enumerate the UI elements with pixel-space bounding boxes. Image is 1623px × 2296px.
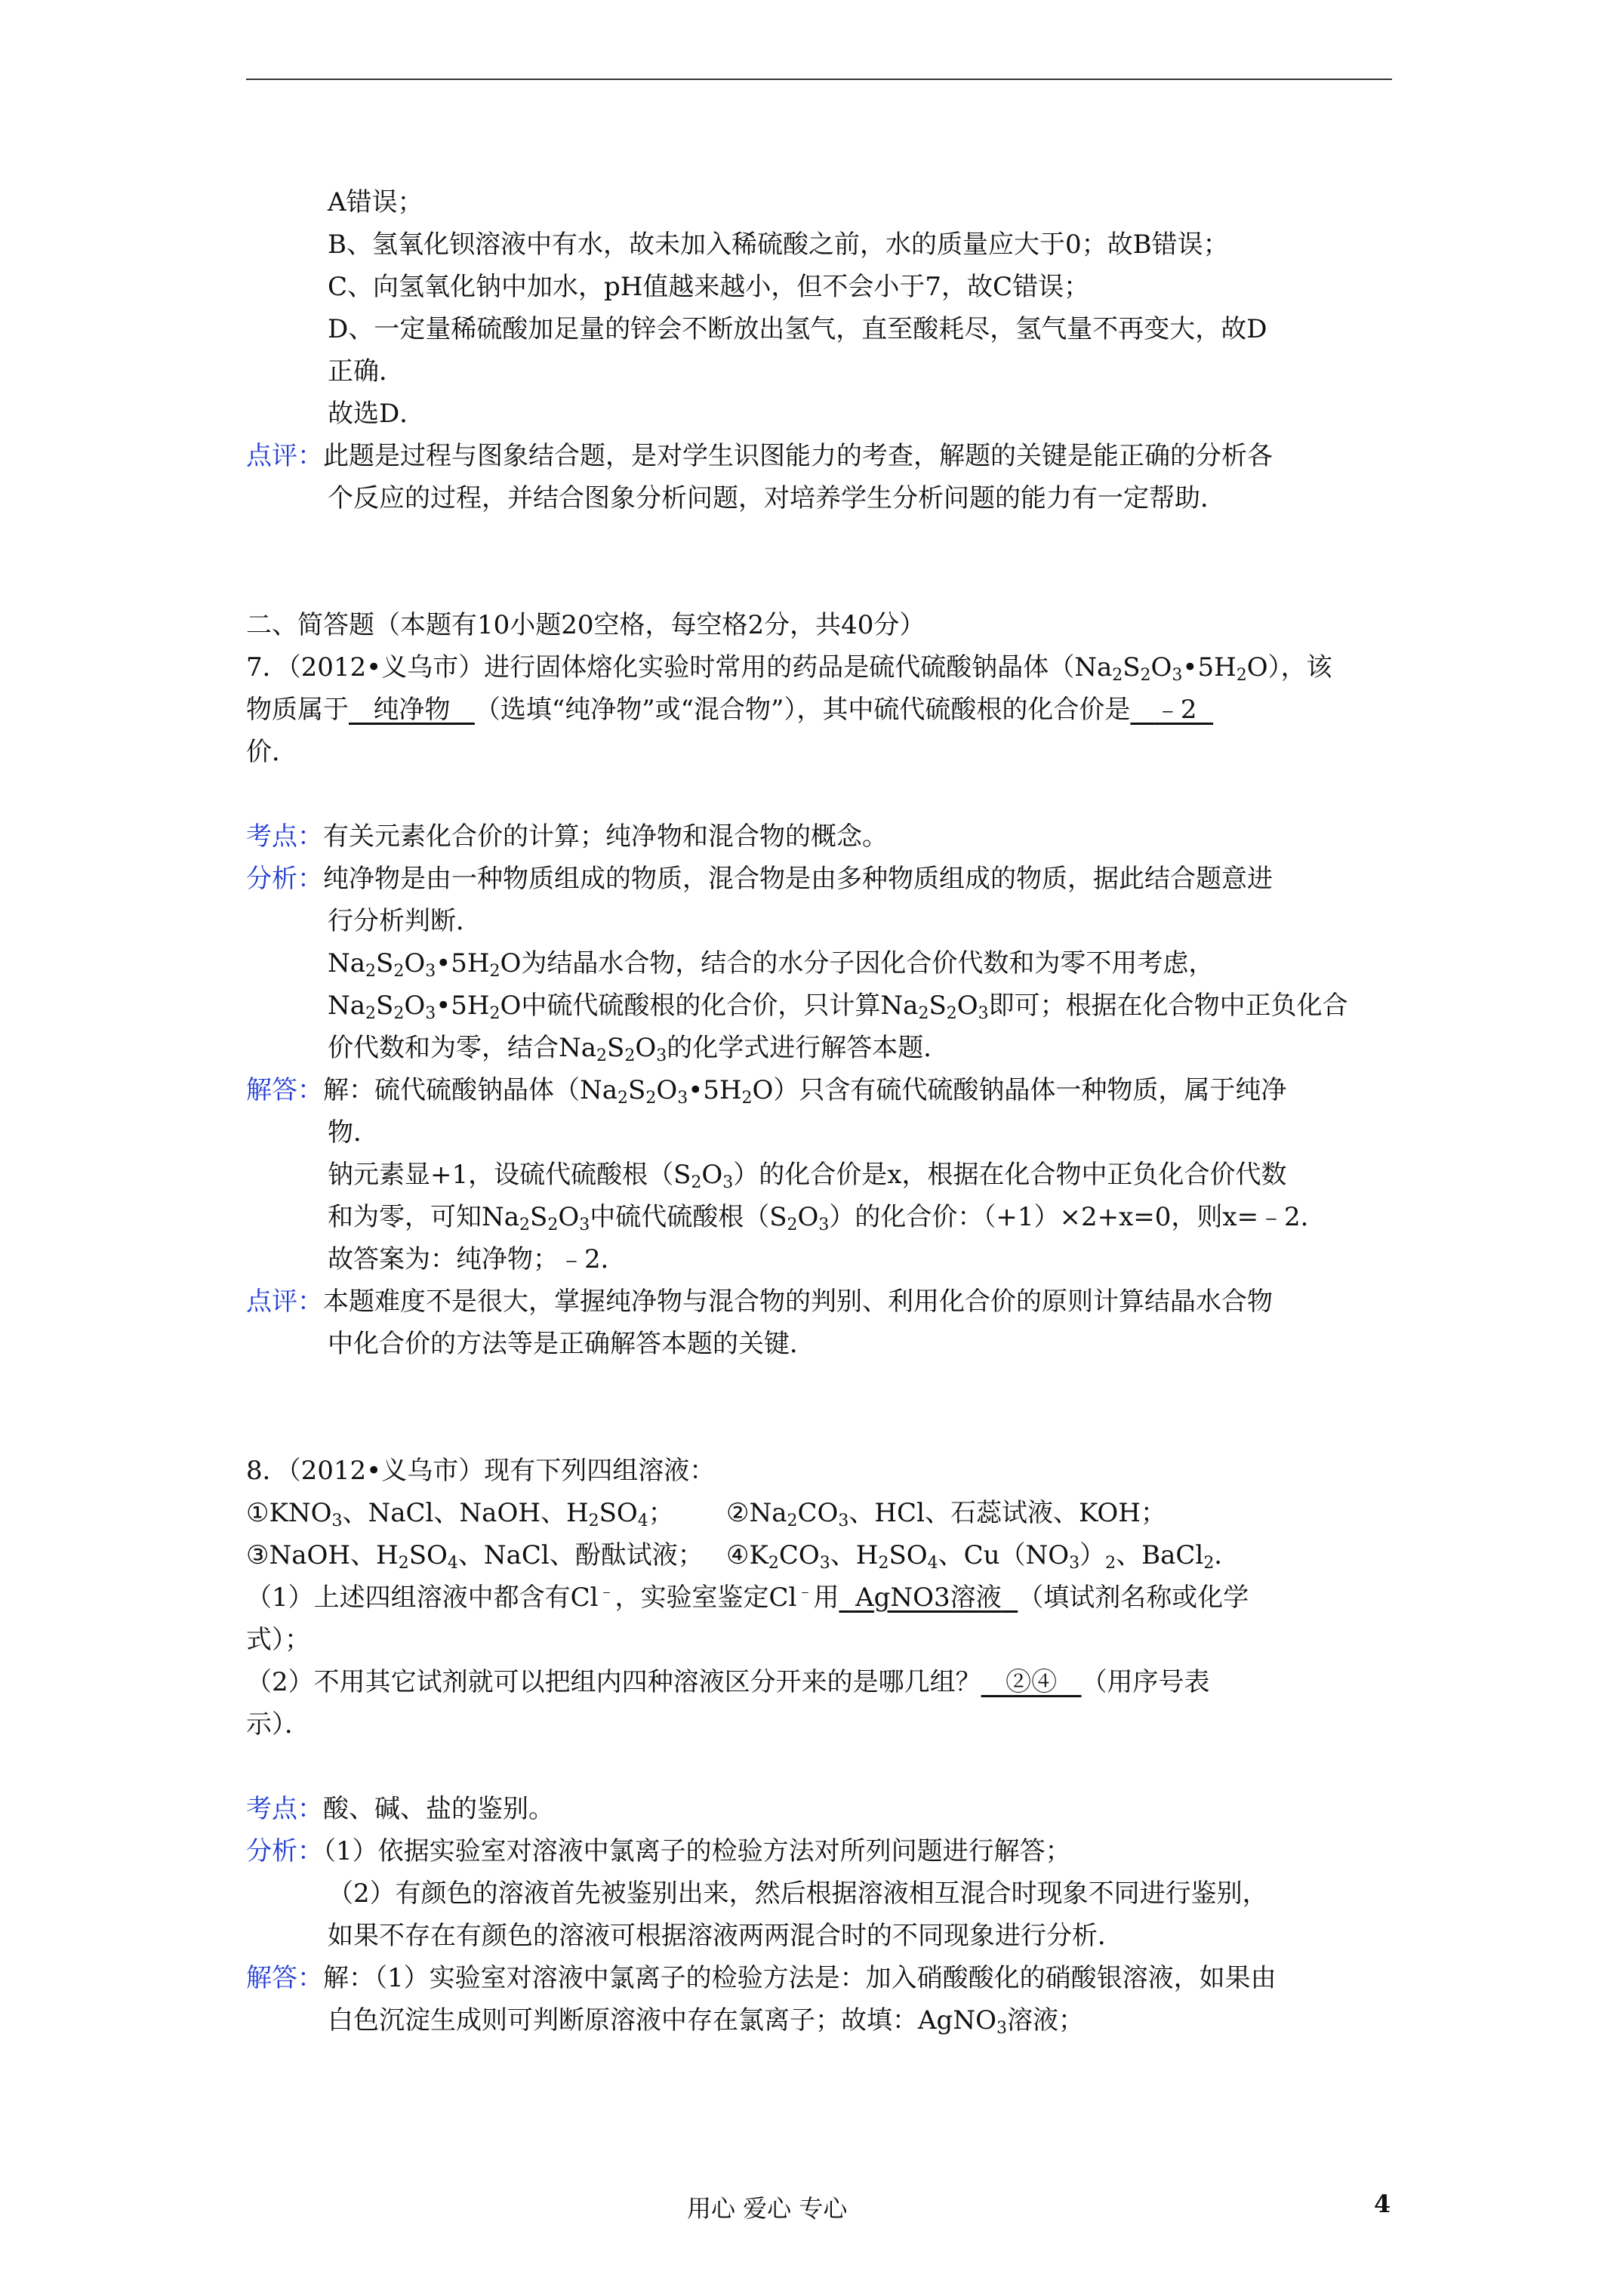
text-line: A错误； — [328, 187, 423, 217]
text-line: C、向氢氧化钠中加水，pH值越来越小，但不会小于7，故C错误； — [328, 272, 1090, 302]
answer-blank: ﹣2 — [1154, 695, 1197, 725]
analysis-line: 分析：（1）依据实验室对溶液中氯离子的检验方法对所列问题进行解答； — [246, 1836, 1071, 1866]
text-line: 如果不存在有颜色的溶液可根据溶液两两混合时的不同现象进行分析． — [328, 1921, 1123, 1951]
question-7-stem: 7．（2012•义乌市）进行固体熔化实验时常用的药品是硫代硫酸钠晶体$(Na_2S_2O_3•5H_2O)$，该 — [246, 652, 1332, 685]
text-line: 个反应的过程，并结合图象分析问题，对培养学生分析问题的能力有一定帮助． — [328, 483, 1226, 513]
solution-label: 解答： — [246, 1963, 323, 1993]
comment-label: 点评： — [246, 441, 323, 471]
text-line: 中化合价的方法等是正确解答本题的关键． — [328, 1329, 815, 1359]
section-heading: 二、简答题（本题有10小题20空格，每空格2分，共40分） — [246, 610, 925, 640]
text-line: 物． — [328, 1117, 379, 1148]
comment-label: 点评： — [246, 1287, 323, 1317]
text-line: （2）有颜色的溶液首先被鉴别出来，然后根据溶液相互混合时现象不同进行鉴别， — [328, 1878, 1268, 1909]
comment-line: 点评：本题难度不是很大，掌握纯净物与混合物的判别、利用化合价的原则计算结晶水合物 — [246, 1287, 1273, 1317]
text-line: 行分析判断． — [328, 906, 482, 936]
answer-blank: 纯净物 — [373, 695, 451, 725]
solution-groups: ③NaOH、$H_2SO_4$、NaCl、酚酞试液； $④K_2CO_3$、$H_2SO_4$、$Cu(NO_3)_2$、BaCl$_2$． — [246, 1540, 1240, 1573]
text-line: 正确． — [328, 356, 405, 387]
text-line: 故答案为：纯净物；﹣2． — [328, 1244, 627, 1274]
footer-motto: 用心 爱心 专心 — [687, 2194, 848, 2223]
analysis-line: 分析：纯净物是由一种物质组成的物质，混合物是由多种物质组成的物质，据此结合题意进 — [246, 864, 1273, 894]
analysis-label: 分析： — [246, 864, 323, 894]
kaodian-label: 考点： — [246, 1794, 323, 1824]
solution-line: 解答：解：硫代硫酸钠晶体$(Na_2S_2O_3•5H_2O)$只含有硫代硫酸钠晶体一种物质，属于纯净 — [246, 1075, 1287, 1108]
answer-blank: AgNO3溶液 — [855, 1583, 1002, 1613]
document-body — [246, 181, 1394, 2042]
question-8-part-2: （2）不用其它试剂就可以把组内四种溶液区分开来的是哪几组？ ②④ （用序号表 — [246, 1667, 1210, 1697]
text-line: 故选D． — [328, 399, 426, 429]
text-line: $Na_2S_2O_3•5H_2O$中硫代硫酸根的化合价，只计算$Na_2S_2O_3$即可；根据在化合物中正负化合 — [328, 991, 1348, 1023]
solution-line: 解答：解：（1）实验室对溶液中氯离子的检验方法是：加入硝酸酸化的硝酸银溶液，如果由 — [246, 1963, 1277, 1993]
header-rule — [246, 79, 1392, 80]
solution-label: 解答： — [246, 1075, 323, 1105]
question-8-part-1: 式）； — [246, 1625, 310, 1655]
question-8-part-2: 示）． — [246, 1709, 310, 1740]
kaodian-line: 考点：酸、碱、盐的鉴别。 — [246, 1794, 554, 1824]
question-7-stem: 价． — [246, 737, 297, 767]
analysis-label: 分析： — [246, 1836, 323, 1866]
kaodian-label: 考点： — [246, 821, 323, 852]
text-line: B、氢氧化钡溶液中有水，故未加入稀硫酸之前，水的质量应大于0；故B错误； — [328, 230, 1229, 260]
text-line: 和为零，可知$Na_2S_2O_3$中硫代硫酸根$(S_2O_3)$的化合价：（+1）×2+x=0，则x=﹣2． — [328, 1202, 1326, 1234]
text-line: 价代数和为零，结合$Na_2S_2O_3$的化学式进行解答本题． — [328, 1033, 950, 1065]
question-8-stem: 8．（2012•义乌市）现有下列四组溶液： — [246, 1456, 716, 1486]
solution-groups: $①KNO_3$、NaCl、NaOH、$H_2SO_4$； $②Na_2CO_3$、HCl、石蕊试液、KOH； — [246, 1498, 1166, 1530]
text-line: $Na_2S_2O_3•5H_2O$为结晶水合物，结合的水分子因化合价代数和为零不用考虑， — [328, 948, 1215, 981]
text-line: 白色沉淀生成则可判断原溶液中存在氯离子；故填：AgNO$_3$溶液； — [328, 2005, 1084, 2038]
question-7-stem: 物质属于 纯净物 （选填“纯净物”或“混合物”），其中硫代硫酸根的化合价是 ﹣2 — [246, 689, 1394, 731]
page-number: 4 — [1374, 2190, 1391, 2218]
text-line: 钠元素显+1，设硫代硫酸根$(S_2O_3)$的化合价是x，根据在化合物中正负化合价代数 — [328, 1160, 1287, 1192]
comment-line: 点评：此题是过程与图象结合题，是对学生识图能力的考查，解题的关键是能正确的分析各 — [246, 441, 1273, 471]
answer-blank: ②④ — [1006, 1667, 1058, 1697]
kaodian-line: 考点：有关元素化合价的计算；纯净物和混合物的概念。 — [246, 821, 888, 852]
question-8-part-1: （1）上述四组溶液中都含有Cl﹣，实验室鉴定Cl﹣用 AgNO3溶液 （填试剂名称或化学 — [246, 1583, 1249, 1613]
text-line: D、一定量稀硫酸加足量的锌会不断放出氢气，直至酸耗尽，氢气量不再变大，故D — [328, 314, 1267, 344]
